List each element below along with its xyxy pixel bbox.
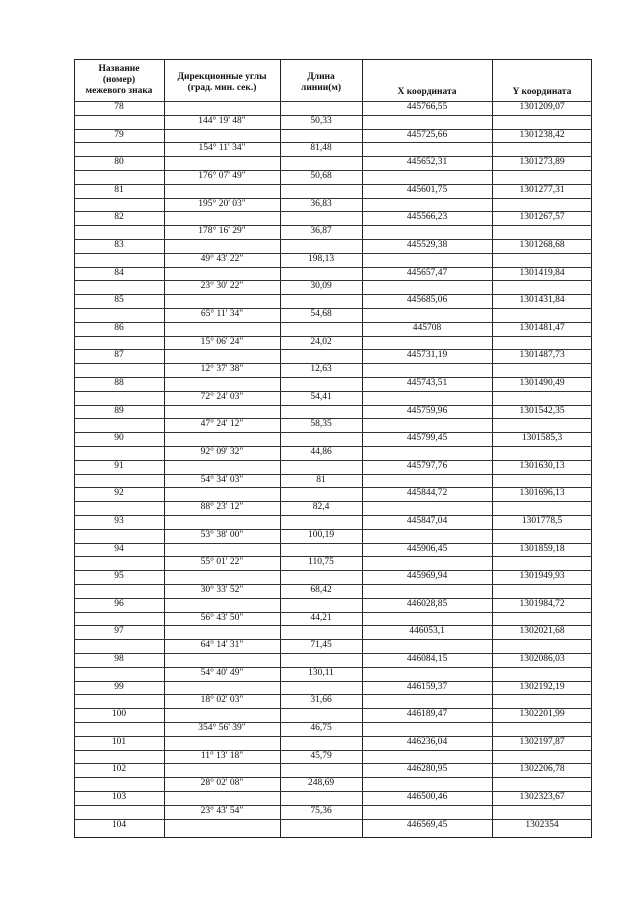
line-length-cell: 75,36 <box>310 805 332 816</box>
direction-angle-cell: 54° 34' 03" <box>200 474 244 485</box>
line-length-cell: 36,83 <box>310 198 332 209</box>
segment-row <box>74 115 592 129</box>
line-length-cell: 46,75 <box>310 723 332 733</box>
y-coordinate-cell: 1301268,68 <box>519 240 565 250</box>
direction-angle-cell: 30° 33' 52" <box>200 585 244 595</box>
segment-row <box>74 308 592 322</box>
header-y-label: Y координата <box>512 87 572 97</box>
point-row <box>74 156 592 170</box>
line-length-cell: 81 <box>316 474 326 485</box>
point-name-cell: 89 <box>114 405 124 416</box>
line-length-cell: 130,11 <box>308 667 334 678</box>
segment-row <box>74 805 592 819</box>
y-coordinate-cell: 1301487,73 <box>519 350 565 361</box>
x-coordinate-cell: 445708 <box>412 322 442 333</box>
line-length-cell: 24,02 <box>310 336 332 347</box>
direction-angle-cell: 23° 30' 22" <box>200 281 244 292</box>
point-row <box>74 405 592 419</box>
segment-row <box>74 198 592 212</box>
segment-row <box>74 777 592 791</box>
x-coordinate-cell: 446500,46 <box>406 792 448 802</box>
point-name-cell: 103 <box>111 792 127 802</box>
point-name-cell: 80 <box>114 157 124 168</box>
direction-angle-cell: 23° 43' 54" <box>200 805 244 816</box>
line-length-cell: 100,19 <box>307 529 335 540</box>
point-row <box>74 515 592 529</box>
segment-row <box>74 170 592 184</box>
direction-angle-cell: 54° 40' 49" <box>200 667 244 678</box>
point-name-cell: 90 <box>114 433 124 444</box>
point-name-cell: 78 <box>114 102 124 112</box>
direction-angle-cell: 55° 01' 22" <box>200 557 244 568</box>
x-coordinate-cell: 445969,94 <box>406 571 448 582</box>
direction-angle-cell: 12° 37' 38" <box>200 364 244 375</box>
direction-angle-cell: 154° 11' 34" <box>198 143 246 154</box>
direction-angle-cell: 11° 13' 18" <box>200 750 244 761</box>
x-coordinate-cell: 445601,75 <box>406 184 448 195</box>
line-length-cell: 54,41 <box>310 391 332 402</box>
line-length-cell: 58,35 <box>310 419 332 430</box>
header-length-line-2: линии(м) <box>300 83 342 93</box>
direction-angle-cell: 49° 43' 22" <box>200 253 244 264</box>
y-coordinate-cell: 1301481,47 <box>519 322 565 333</box>
point-name-cell: 85 <box>114 295 124 306</box>
point-row <box>74 460 592 474</box>
y-coordinate-cell: 1301859,18 <box>519 543 565 554</box>
point-row <box>74 211 592 225</box>
y-coordinate-cell: 1301542,35 <box>519 405 565 416</box>
point-row <box>74 184 592 198</box>
direction-angle-cell: 88° 23' 12" <box>200 502 244 513</box>
direction-angle-cell: 18° 02' 03" <box>200 695 244 706</box>
point-row <box>74 708 592 722</box>
segment-row <box>74 280 592 294</box>
y-coordinate-cell: 1301949,93 <box>519 571 565 582</box>
x-coordinate-cell: 446280,95 <box>406 764 448 775</box>
direction-angle-cell: 195° 20' 03" <box>198 198 246 209</box>
line-length-cell: 45,79 <box>310 750 332 761</box>
x-coordinate-cell: 445685,06 <box>406 295 448 306</box>
y-coordinate-cell: 1302354 <box>525 819 559 830</box>
point-name-cell: 101 <box>111 736 127 747</box>
direction-angle-cell: 92° 09' 32" <box>200 447 244 457</box>
header-y <box>492 59 592 101</box>
direction-angle-cell: 64° 14' 31" <box>200 640 244 651</box>
segment-row <box>74 363 592 377</box>
point-row <box>74 377 592 391</box>
direction-angle-cell: 144° 19' 48" <box>198 115 246 126</box>
segment-row <box>74 584 592 598</box>
line-length-cell: 30,09 <box>310 281 332 292</box>
segment-row <box>74 142 592 156</box>
y-coordinate-cell: 1301778,5 <box>521 516 563 526</box>
y-coordinate-cell: 1302197,87 <box>519 736 565 747</box>
point-name-cell: 97 <box>114 626 124 637</box>
segment-row <box>74 639 592 653</box>
direction-angle-cell: 178° 16' 29" <box>198 226 246 237</box>
y-coordinate-cell: 1302021,68 <box>519 626 565 637</box>
point-row <box>74 570 592 584</box>
segment-row <box>74 722 592 736</box>
point-row <box>74 819 592 833</box>
line-length-cell: 36,87 <box>310 226 332 237</box>
point-name-cell: 96 <box>114 598 124 609</box>
y-coordinate-cell: 1301696,13 <box>519 488 565 499</box>
y-coordinate-cell: 1302323,67 <box>519 792 565 802</box>
segment-row <box>74 667 592 681</box>
point-row <box>74 294 592 308</box>
header-angle-line-1: Дирекционные углы <box>177 72 267 82</box>
header-length <box>280 59 362 101</box>
point-row <box>74 736 592 750</box>
point-name-cell: 104 <box>111 819 127 830</box>
x-coordinate-cell: 446159,37 <box>406 681 448 692</box>
y-coordinate-cell: 1301585,3 <box>521 433 563 444</box>
point-name-cell: 83 <box>114 240 124 250</box>
x-coordinate-cell: 445731,19 <box>406 350 448 361</box>
point-row <box>74 598 592 612</box>
x-coordinate-cell: 446189,47 <box>406 709 448 720</box>
y-coordinate-cell: 1301419,84 <box>519 267 565 278</box>
y-coordinate-cell: 1301267,57 <box>519 212 565 223</box>
x-coordinate-cell: 446028,85 <box>406 598 448 609</box>
line-length-cell: 81,48 <box>310 143 332 154</box>
line-length-cell: 248,69 <box>307 778 335 789</box>
y-coordinate-cell: 1302192,19 <box>519 681 565 692</box>
direction-angle-cell: 28° 02' 08" <box>200 778 244 789</box>
header-name <box>74 59 164 101</box>
point-name-cell: 87 <box>114 350 124 361</box>
line-length-cell: 82,4 <box>312 502 330 513</box>
point-row <box>74 349 592 363</box>
point-row <box>74 129 592 143</box>
point-row <box>74 322 592 336</box>
segment-row <box>74 529 592 543</box>
x-coordinate-cell: 445797,76 <box>406 460 448 471</box>
header-angle <box>164 59 280 101</box>
y-coordinate-cell: 1301209,07 <box>519 102 565 112</box>
header-name-line-2: (номер) <box>102 74 136 85</box>
line-length-cell: 44,21 <box>310 612 332 623</box>
point-row <box>74 239 592 253</box>
line-length-cell: 110,75 <box>308 557 334 568</box>
segment-row <box>74 418 592 432</box>
y-coordinate-cell: 1302206,78 <box>519 764 565 775</box>
point-name-cell: 81 <box>114 184 124 195</box>
x-coordinate-cell: 445657,47 <box>406 267 448 278</box>
segment-row <box>74 556 592 570</box>
segment-row <box>74 225 592 239</box>
y-coordinate-cell: 1301490,49 <box>519 378 565 388</box>
x-coordinate-cell: 446236,04 <box>406 736 448 747</box>
x-coordinate-cell: 445566,23 <box>406 212 448 223</box>
point-name-cell: 99 <box>114 681 124 692</box>
x-coordinate-cell: 445844,72 <box>406 488 448 499</box>
x-coordinate-cell: 445847,04 <box>406 516 448 526</box>
line-length-cell: 50,33 <box>310 115 332 126</box>
point-row <box>74 101 592 115</box>
x-coordinate-cell: 445766,55 <box>406 102 448 112</box>
line-length-cell: 44,86 <box>310 447 332 457</box>
point-name-cell: 86 <box>114 322 124 333</box>
boundary-table <box>74 59 593 839</box>
y-coordinate-cell: 1301238,42 <box>519 129 565 140</box>
point-name-cell: 95 <box>114 571 124 582</box>
x-coordinate-cell: 446569,45 <box>406 819 448 830</box>
x-coordinate-cell: 446084,15 <box>406 654 448 664</box>
point-row <box>74 432 592 446</box>
point-row <box>74 625 592 639</box>
point-row <box>74 791 592 805</box>
direction-angle-cell: 354° 56' 39" <box>198 723 246 733</box>
y-coordinate-cell: 1302201,99 <box>519 709 565 720</box>
x-coordinate-cell: 445725,66 <box>406 129 448 140</box>
point-name-cell: 93 <box>114 516 124 526</box>
line-length-cell: 50,68 <box>310 171 332 181</box>
point-row <box>74 681 592 695</box>
direction-angle-cell: 72° 24' 03" <box>200 391 244 402</box>
point-name-cell: 92 <box>114 488 124 499</box>
point-name-cell: 84 <box>114 267 124 278</box>
direction-angle-cell: 47° 24' 12" <box>200 419 244 430</box>
header-angle-line-2: (град. мин. сек.) <box>187 83 257 93</box>
point-name-cell: 82 <box>114 212 124 223</box>
header-length-line-1: Длина <box>307 72 335 82</box>
point-name-cell: 102 <box>111 764 127 775</box>
line-length-cell: 12,63 <box>310 364 332 375</box>
y-coordinate-cell: 1301630,13 <box>519 460 565 471</box>
x-coordinate-cell: 445759,96 <box>406 405 448 416</box>
header-name-line-3: межевого знака <box>85 85 153 96</box>
y-coordinate-cell: 1301984,72 <box>519 598 565 609</box>
header-x <box>362 59 492 101</box>
point-row <box>74 267 592 281</box>
y-coordinate-cell: 1302086,03 <box>519 654 565 664</box>
direction-angle-cell: 53° 38' 00" <box>200 529 244 540</box>
point-name-cell: 94 <box>114 543 124 554</box>
x-coordinate-cell: 445906,45 <box>406 543 448 554</box>
point-name-cell: 79 <box>114 129 124 140</box>
segment-row <box>74 501 592 515</box>
line-length-cell: 198,13 <box>307 253 335 264</box>
point-row <box>74 487 592 501</box>
segment-row <box>74 446 592 460</box>
header-x-label: X координата <box>397 87 457 97</box>
x-coordinate-cell: 445799,45 <box>406 433 448 444</box>
x-coordinate-cell: 445743,51 <box>406 378 448 388</box>
point-name-cell: 91 <box>114 460 124 471</box>
segment-row <box>74 253 592 267</box>
segment-row <box>74 694 592 708</box>
header-name-line-1: Название <box>98 63 140 74</box>
direction-angle-cell: 15° 06' 24" <box>200 336 244 347</box>
point-name-cell: 98 <box>114 654 124 664</box>
y-coordinate-cell: 1301431,84 <box>519 295 565 306</box>
y-coordinate-cell: 1301273,89 <box>519 157 565 168</box>
line-length-cell: 54,68 <box>310 309 332 319</box>
segment-row <box>74 612 592 626</box>
x-coordinate-cell: 445652,31 <box>406 157 448 168</box>
point-row <box>74 543 592 557</box>
segment-row <box>74 750 592 764</box>
x-coordinate-cell: 445529,38 <box>406 240 448 250</box>
segment-row <box>74 336 592 350</box>
direction-angle-cell: 176° 07' 49" <box>198 171 246 181</box>
x-coordinate-cell: 446053,1 <box>409 626 445 637</box>
segment-row <box>74 474 592 488</box>
line-length-cell: 31,66 <box>310 695 332 706</box>
point-name-cell: 88 <box>114 378 124 388</box>
point-name-cell: 100 <box>111 709 127 720</box>
line-length-cell: 68,42 <box>310 585 332 595</box>
point-row <box>74 763 592 777</box>
segment-row <box>74 391 592 405</box>
y-coordinate-cell: 1301277,31 <box>519 184 565 195</box>
point-row <box>74 653 592 667</box>
direction-angle-cell: 65° 11' 34" <box>200 309 244 319</box>
direction-angle-cell: 56° 43' 50" <box>200 612 244 623</box>
line-length-cell: 71,45 <box>310 640 332 651</box>
